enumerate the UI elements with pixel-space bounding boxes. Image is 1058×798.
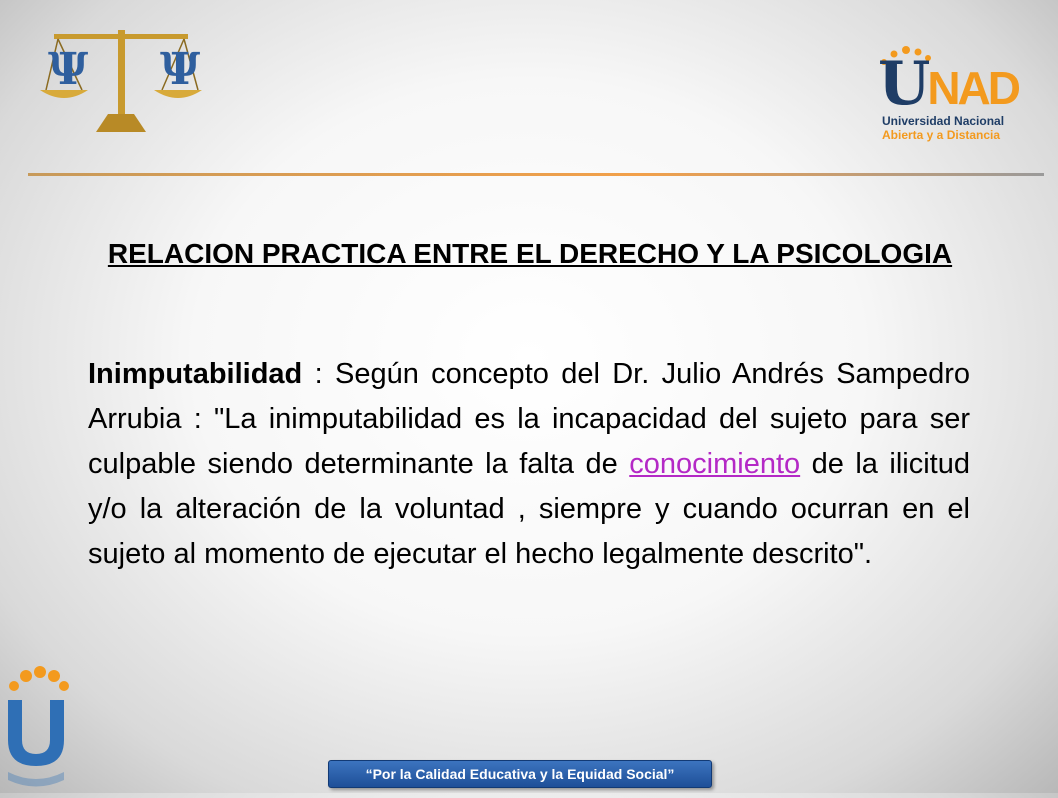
paragraph-text-after-link: de la ilicitud y/o la alteración de la voluntad , siempre y cuando ocurran en el sujeto al momento de ejecutar el hecho legalmente descrito". (88, 448, 970, 570)
header-divider (28, 173, 1044, 176)
svg-text:Ψ: Ψ (48, 44, 89, 95)
paragraph-text-before-link: : Según concepto del Dr. Julio Andrés Sampedro Arrubia : "La inimputabilidad es la incapacidad del sujeto para ser culpable siendo determinante la falta de (88, 358, 970, 480)
slide-paragraph (88, 352, 970, 577)
svg-text:Ψ: Ψ (160, 44, 201, 95)
psychology-scales-icon (36, 20, 206, 138)
unad-logo (872, 44, 1032, 154)
conocimiento-link[interactable]: conocimiento (629, 448, 801, 480)
slide-title: RELACION PRACTICA ENTRE EL DERECHO Y LA PSICOLOGIA (107, 238, 953, 269)
footer-slogan: “Por la Calidad Educativa y la Equidad Social” (328, 760, 712, 788)
unad-letter-u: U (878, 49, 928, 119)
unad-u-watermark-icon (0, 662, 78, 793)
paragraph-term: Inimputabilidad (88, 358, 303, 390)
unad-name-line2: Abierta y a Distancia (882, 128, 1001, 142)
unad-letters-nad: NAD (927, 62, 1018, 114)
unad-name-line1: Universidad Nacional (882, 114, 1005, 128)
unad-wordmark (878, 49, 1018, 119)
